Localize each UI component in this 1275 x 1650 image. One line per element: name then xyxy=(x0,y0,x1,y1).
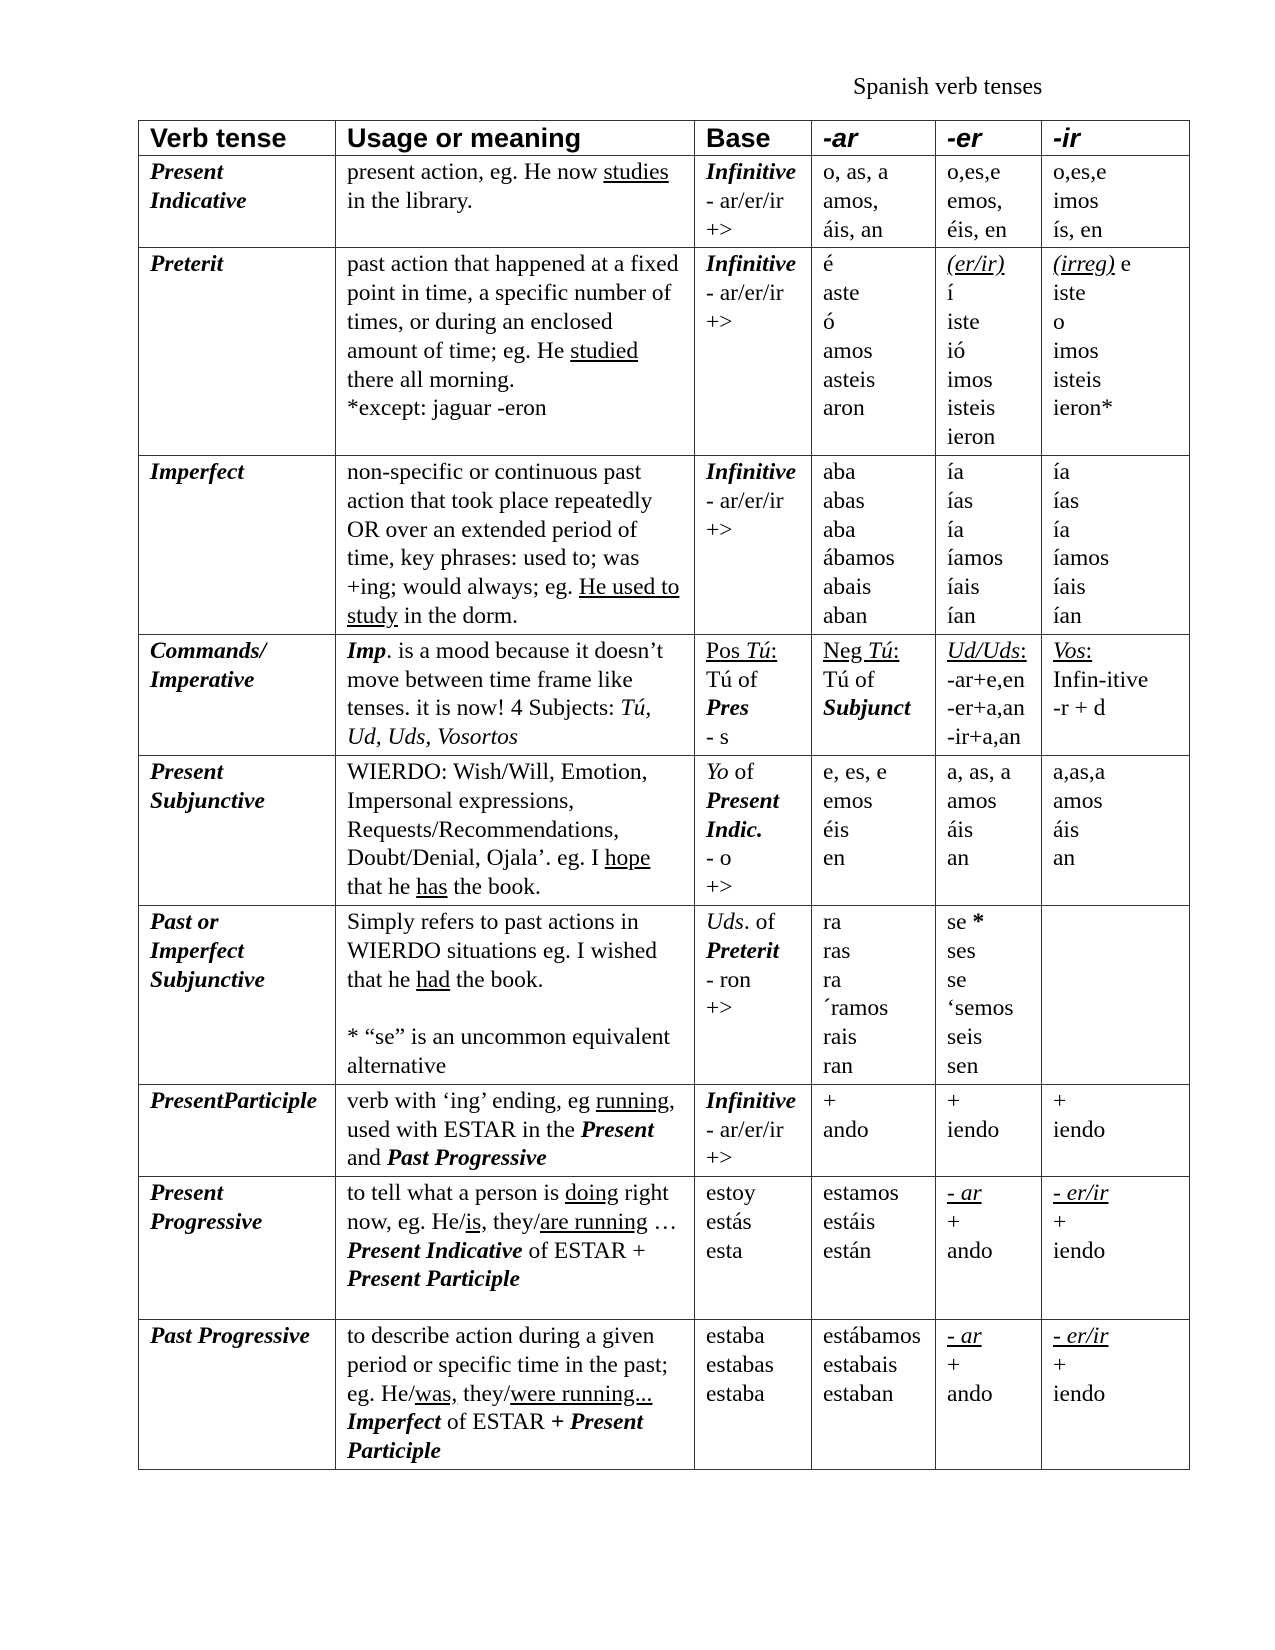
base-text: Infinitive xyxy=(706,251,797,278)
ending: iste xyxy=(1053,280,1086,307)
ar-cell xyxy=(812,248,936,456)
ending: sen xyxy=(947,1052,979,1079)
table-row xyxy=(139,1177,1190,1320)
base-text: Tú xyxy=(745,637,771,664)
ending: asteis xyxy=(823,366,876,393)
ending: : xyxy=(892,637,900,664)
tense-name: Present xyxy=(150,1180,224,1207)
ending: ó xyxy=(823,308,835,335)
ending: : xyxy=(1020,637,1027,664)
tense-name: Present xyxy=(150,758,224,785)
ending: imos xyxy=(1053,187,1099,214)
ending: + xyxy=(947,1087,961,1114)
base-cell xyxy=(695,1320,812,1470)
base-text: Infinitive xyxy=(706,458,797,485)
ar-cell xyxy=(812,1084,936,1176)
ending: aba xyxy=(823,516,856,543)
table-row xyxy=(139,248,1190,456)
base-cell xyxy=(695,455,812,634)
ending: iendo xyxy=(947,1116,1000,1143)
usage-text: of ESTAR xyxy=(440,1409,551,1436)
table-row xyxy=(139,455,1190,634)
tense-name: Subjunctive xyxy=(150,787,265,814)
tense-name: Imperfect xyxy=(150,458,244,485)
usage-example: doing xyxy=(564,1180,619,1207)
base-text: estabas xyxy=(706,1351,774,1378)
ending: isteis xyxy=(1053,366,1102,393)
ending: ra xyxy=(823,908,842,935)
tense-name: Subjunctive xyxy=(150,966,265,993)
header-row xyxy=(139,121,1190,156)
ar-cell xyxy=(812,1177,936,1320)
ending: + xyxy=(823,1087,837,1114)
base-text: +> xyxy=(706,874,733,901)
usage-example: He used to study xyxy=(347,574,680,629)
usage-term: Present Indicative xyxy=(347,1237,523,1264)
er-cell xyxy=(936,1084,1042,1176)
ending: + xyxy=(1053,1208,1067,1235)
usage-text: past action that happened at a fixed point in time, a specific number of times, or during an enclosed amount of time; eg. He xyxy=(347,251,679,364)
header-verb-tense: Verb tense xyxy=(139,121,336,156)
ending: ía xyxy=(1053,516,1070,543)
usage-example: studies xyxy=(603,159,669,185)
ending: aste xyxy=(823,280,860,307)
ending: Vos xyxy=(1053,637,1086,664)
ending: e xyxy=(1114,251,1132,278)
base-text: Yo xyxy=(706,758,729,785)
usage-text: in the dorm. xyxy=(397,602,519,629)
ending: estaban xyxy=(823,1380,894,1407)
base-text: - ron xyxy=(706,966,752,993)
ending: a,as,a xyxy=(1053,758,1106,785)
header-er: -er xyxy=(936,121,1042,156)
ending: ando xyxy=(823,1116,869,1143)
ending: ían xyxy=(947,602,976,629)
ending: ‘semos xyxy=(947,995,1014,1022)
ending: ías xyxy=(1053,487,1080,514)
ending: emos xyxy=(823,787,873,814)
ending: éis xyxy=(823,816,850,843)
ending: aron xyxy=(823,395,865,422)
ending: an xyxy=(947,845,970,872)
ending: en xyxy=(823,845,846,872)
er-cell xyxy=(936,455,1042,634)
base-text: - s xyxy=(706,724,729,751)
base-cell xyxy=(695,156,812,248)
usage-term: Imperfect xyxy=(347,1409,441,1436)
base-text: Present xyxy=(706,787,780,814)
ir-cell xyxy=(1042,1320,1190,1470)
ending: amos xyxy=(947,787,997,814)
ending: se xyxy=(947,966,967,993)
ending: Neg xyxy=(823,637,869,664)
ending-group-label: - ar xyxy=(947,1323,982,1350)
usage-example: running xyxy=(595,1087,669,1114)
ending: abas xyxy=(823,487,865,514)
usage-text: to describe action during a given period or specific time in the past; eg. He/ xyxy=(347,1323,669,1407)
usage-example: was, xyxy=(414,1380,458,1407)
usage-example: are running xyxy=(540,1208,648,1235)
usage-note: *except: jaguar -eron xyxy=(347,395,547,422)
header-usage: Usage or meaning xyxy=(336,121,695,156)
usage-text: … xyxy=(647,1208,678,1235)
usage-note: * “se” is an uncommon equivalent alternative xyxy=(347,1024,671,1079)
ending-group-label: (er/ir) xyxy=(947,251,1005,278)
ending: íais xyxy=(947,574,980,601)
ending: estabais xyxy=(823,1351,898,1378)
usage-term: Present xyxy=(580,1116,654,1143)
tense-name: Past or xyxy=(150,908,219,935)
ending: ses xyxy=(947,937,976,964)
ending: estamos xyxy=(823,1180,899,1207)
ending: o, as, a xyxy=(823,159,889,185)
ending: rais xyxy=(823,1024,857,1051)
ending: íamos xyxy=(1053,545,1110,572)
ir-cell xyxy=(1042,455,1190,634)
usage-example: studied xyxy=(570,337,639,364)
ending: ando xyxy=(947,1237,993,1264)
usage-text: they/ xyxy=(457,1380,511,1407)
base-text: Infinitive xyxy=(706,1087,797,1114)
usage-text: to tell what a person is xyxy=(347,1180,565,1207)
ending: aba xyxy=(823,458,856,485)
ending: an xyxy=(1053,845,1076,872)
ending: a, as, a xyxy=(947,758,1011,785)
usage-term: Present Participle xyxy=(347,1266,520,1293)
ending: estábamos xyxy=(823,1323,921,1350)
base-text: +> xyxy=(706,1145,733,1172)
base-text: Indic. xyxy=(706,816,763,843)
base-text: estaba xyxy=(706,1323,765,1350)
ending: abais xyxy=(823,574,872,601)
ending: -ir+a,an xyxy=(947,724,1021,751)
ending: ió xyxy=(947,337,966,364)
tense-name: Past Progressive xyxy=(150,1323,310,1350)
table-row xyxy=(139,1320,1190,1470)
ending: o xyxy=(1053,308,1065,335)
table-row xyxy=(139,905,1190,1084)
ending: í xyxy=(947,280,954,307)
table-row xyxy=(139,1084,1190,1176)
ending: áis xyxy=(947,816,974,843)
header-base: Base xyxy=(695,121,812,156)
tense-cell xyxy=(139,455,336,634)
usage-text: . is a mood because it doesn’t move between time frame like tenses. it is now! 4 Subjects: xyxy=(347,637,664,722)
usage-text: they/ xyxy=(487,1208,540,1235)
usage-text: the book. xyxy=(447,874,541,901)
ending: aban xyxy=(823,602,868,629)
ending: + xyxy=(1053,1087,1067,1114)
ending: ía xyxy=(1053,458,1070,485)
usage-example: hope xyxy=(604,845,651,872)
base-text: estás xyxy=(706,1208,752,1235)
base-text: Pres xyxy=(706,695,750,722)
usage-example: were running... xyxy=(510,1380,653,1407)
base-text: +> xyxy=(706,516,733,543)
ir-cell xyxy=(1042,248,1190,456)
ending: + xyxy=(1053,1351,1067,1378)
ending: é xyxy=(823,251,834,278)
usage-cell xyxy=(336,905,695,1084)
usage-cell xyxy=(336,248,695,456)
base-text: Uds xyxy=(706,908,744,935)
ar-cell xyxy=(812,634,936,755)
base-text: +> xyxy=(706,308,733,335)
ending: + xyxy=(947,1351,961,1378)
base-text: +> xyxy=(706,995,733,1022)
ending: Ud/Uds xyxy=(947,637,1021,664)
ending: isteis xyxy=(947,395,996,422)
tense-name: Commands/ xyxy=(150,637,267,664)
ending: ía xyxy=(947,516,964,543)
ir-cell xyxy=(1042,156,1190,248)
er-cell xyxy=(936,1177,1042,1320)
ending: amos xyxy=(1053,787,1103,814)
ending: ieron* xyxy=(1053,395,1114,422)
usage-text: verb with ‘ing’ ending, eg xyxy=(347,1087,596,1114)
ending: : xyxy=(1085,637,1093,664)
ending: amos xyxy=(823,337,873,364)
er-cell xyxy=(936,156,1042,248)
ending: imos xyxy=(1053,337,1099,364)
tense-name: Preterit xyxy=(150,251,224,278)
ending-group-label: (irreg) xyxy=(1053,251,1115,278)
ending: ran xyxy=(823,1052,854,1079)
er-cell xyxy=(936,1320,1042,1470)
base-text: estaba xyxy=(706,1380,765,1407)
table-row xyxy=(139,156,1190,248)
tense-cell xyxy=(139,248,336,456)
ar-cell xyxy=(812,755,936,905)
base-text: : xyxy=(770,637,778,664)
ending: íais xyxy=(1053,574,1086,601)
usage-text: of ESTAR + xyxy=(522,1237,646,1264)
usage-cell xyxy=(336,755,695,905)
tense-cell xyxy=(139,905,336,1084)
ending: ´ramos xyxy=(823,995,889,1022)
usage-term: Imp xyxy=(347,637,387,664)
base-cell xyxy=(695,755,812,905)
tense-cell xyxy=(139,1177,336,1320)
ending: amos, xyxy=(823,187,879,214)
ending: Infin-itive xyxy=(1053,666,1149,693)
ir-cell xyxy=(1042,755,1190,905)
base-text: - ar/er/ir xyxy=(706,1116,784,1143)
ending: iendo xyxy=(1053,1116,1106,1143)
usage-example: has xyxy=(416,874,448,901)
base-text: esta xyxy=(706,1237,743,1264)
ar-cell xyxy=(812,905,936,1084)
ending: éis, en xyxy=(947,216,1008,243)
base-text: +> xyxy=(706,216,733,243)
tense-name: Imperfect xyxy=(150,937,244,964)
ending: iendo xyxy=(1053,1237,1106,1264)
ending: iste xyxy=(947,308,980,335)
base-cell xyxy=(695,634,812,755)
er-cell xyxy=(936,905,1042,1084)
ending: están xyxy=(823,1237,872,1264)
ending: ra xyxy=(823,966,842,993)
usage-cell xyxy=(336,1177,695,1320)
usage-subjects: Tú, Ud, Uds, Vosortos xyxy=(347,695,652,751)
tense-name: Present xyxy=(150,159,224,185)
ending-group-label: - er/ir xyxy=(1053,1323,1109,1350)
tense-name: Indicative xyxy=(150,187,247,214)
usage-cell xyxy=(336,156,695,248)
ending: áis xyxy=(1053,816,1080,843)
ir-cell xyxy=(1042,634,1190,755)
ending: ía xyxy=(947,458,964,485)
ir-cell xyxy=(1042,905,1190,1084)
base-text: Tú of xyxy=(706,666,758,693)
ending: ando xyxy=(947,1380,993,1407)
ending-group-label: - ar xyxy=(947,1180,982,1207)
base-text: of xyxy=(728,758,755,785)
verb-tense-table xyxy=(138,120,1190,1470)
usage-cell xyxy=(336,455,695,634)
ending: Tú xyxy=(868,637,893,664)
usage-text: right now, eg. He/ xyxy=(347,1180,669,1235)
usage-example: is, xyxy=(465,1208,488,1235)
ending: ábamos xyxy=(823,545,895,572)
base-cell xyxy=(695,1177,812,1320)
usage-cell xyxy=(336,634,695,755)
base-text: estoy xyxy=(706,1180,756,1207)
base-text: - ar/er/ir xyxy=(706,487,784,514)
ir-cell xyxy=(1042,1177,1190,1320)
ending: o,es,e xyxy=(947,159,1001,185)
usage-text: that he xyxy=(347,874,417,901)
usage-term: + Present Participle xyxy=(347,1409,644,1465)
ending: -er+a,an xyxy=(947,695,1025,722)
ending-group-label: - er/ir xyxy=(1053,1180,1109,1207)
ending: íamos xyxy=(947,545,1004,572)
usage-text: WIERDO: Wish/Will, Emotion, Impersonal expressions, Requests/Recommendations, Doubt/Denial, Ojala’. eg. I xyxy=(347,758,648,872)
tense-name: Progressive xyxy=(150,1208,263,1235)
ending: imos xyxy=(947,366,993,393)
ar-cell xyxy=(812,1320,936,1470)
usage-text: non-specific or continuous past action that took place repeatedly OR over an extended period of time, key phrases: used to; was +ing; would always; eg. xyxy=(347,458,653,601)
tense-cell xyxy=(139,634,336,755)
ending: + xyxy=(947,1208,961,1235)
usage-term: Past Progressive xyxy=(386,1145,547,1172)
usage-cell xyxy=(336,1084,695,1176)
base-cell xyxy=(695,905,812,1084)
base-cell xyxy=(695,1084,812,1176)
base-text: Infinitive xyxy=(706,159,797,185)
base-cell xyxy=(695,248,812,456)
tense-cell xyxy=(139,1084,336,1176)
base-text: - ar/er/ir xyxy=(706,187,784,214)
ending: se xyxy=(947,908,973,935)
table-row xyxy=(139,634,1190,755)
table-row xyxy=(139,755,1190,905)
er-cell xyxy=(936,634,1042,755)
base-text: - ar/er/ir xyxy=(706,280,784,307)
base-text: Pos xyxy=(706,637,746,664)
ending: ras xyxy=(823,937,851,964)
ending: ís, en xyxy=(1053,216,1103,243)
ending: emos, xyxy=(947,187,1003,214)
ending: Subjunct xyxy=(823,695,911,722)
ending: ías xyxy=(947,487,974,514)
tense-name: PresentParticiple xyxy=(150,1087,318,1114)
ir-cell xyxy=(1042,1084,1190,1176)
ending: ían xyxy=(1053,602,1082,629)
base-text: Preterit xyxy=(706,937,780,964)
er-cell xyxy=(936,755,1042,905)
tense-cell xyxy=(139,156,336,248)
ending: o,es,e xyxy=(1053,159,1107,185)
document-title: Spanish verb tenses xyxy=(853,74,1043,100)
ending: Tú of xyxy=(823,666,875,693)
tense-name: Imperative xyxy=(150,666,255,693)
usage-text: Simply refers to past actions in WIERDO situations eg. I wished that he xyxy=(347,908,658,993)
usage-text: in the library. xyxy=(347,187,473,214)
usage-text: and xyxy=(347,1145,387,1172)
asterisk: * xyxy=(972,908,985,935)
usage-text: there all morning. xyxy=(347,366,515,393)
usage-example: had xyxy=(416,966,451,993)
header-ar: -ar xyxy=(812,121,936,156)
tense-cell xyxy=(139,1320,336,1470)
usage-cell xyxy=(336,1320,695,1470)
usage-text: , used with ESTAR in the xyxy=(347,1087,675,1143)
ending: iendo xyxy=(1053,1380,1106,1407)
ending: ieron xyxy=(947,424,996,451)
header-ir: -ir xyxy=(1042,121,1190,156)
usage-text: present action, eg. He now xyxy=(347,159,604,185)
ending: -r + d xyxy=(1053,695,1106,722)
usage-text: the book. xyxy=(450,966,544,993)
tense-cell xyxy=(139,755,336,905)
ending: seis xyxy=(947,1024,983,1051)
base-text: . of xyxy=(743,908,776,935)
ending: áis, an xyxy=(823,216,884,243)
ending: -ar+e,en xyxy=(947,666,1025,693)
ar-cell xyxy=(812,455,936,634)
ending: estáis xyxy=(823,1208,876,1235)
er-cell xyxy=(936,248,1042,456)
base-text: - o xyxy=(706,845,732,872)
ar-cell xyxy=(812,156,936,248)
ending: e, es, e xyxy=(823,758,887,785)
